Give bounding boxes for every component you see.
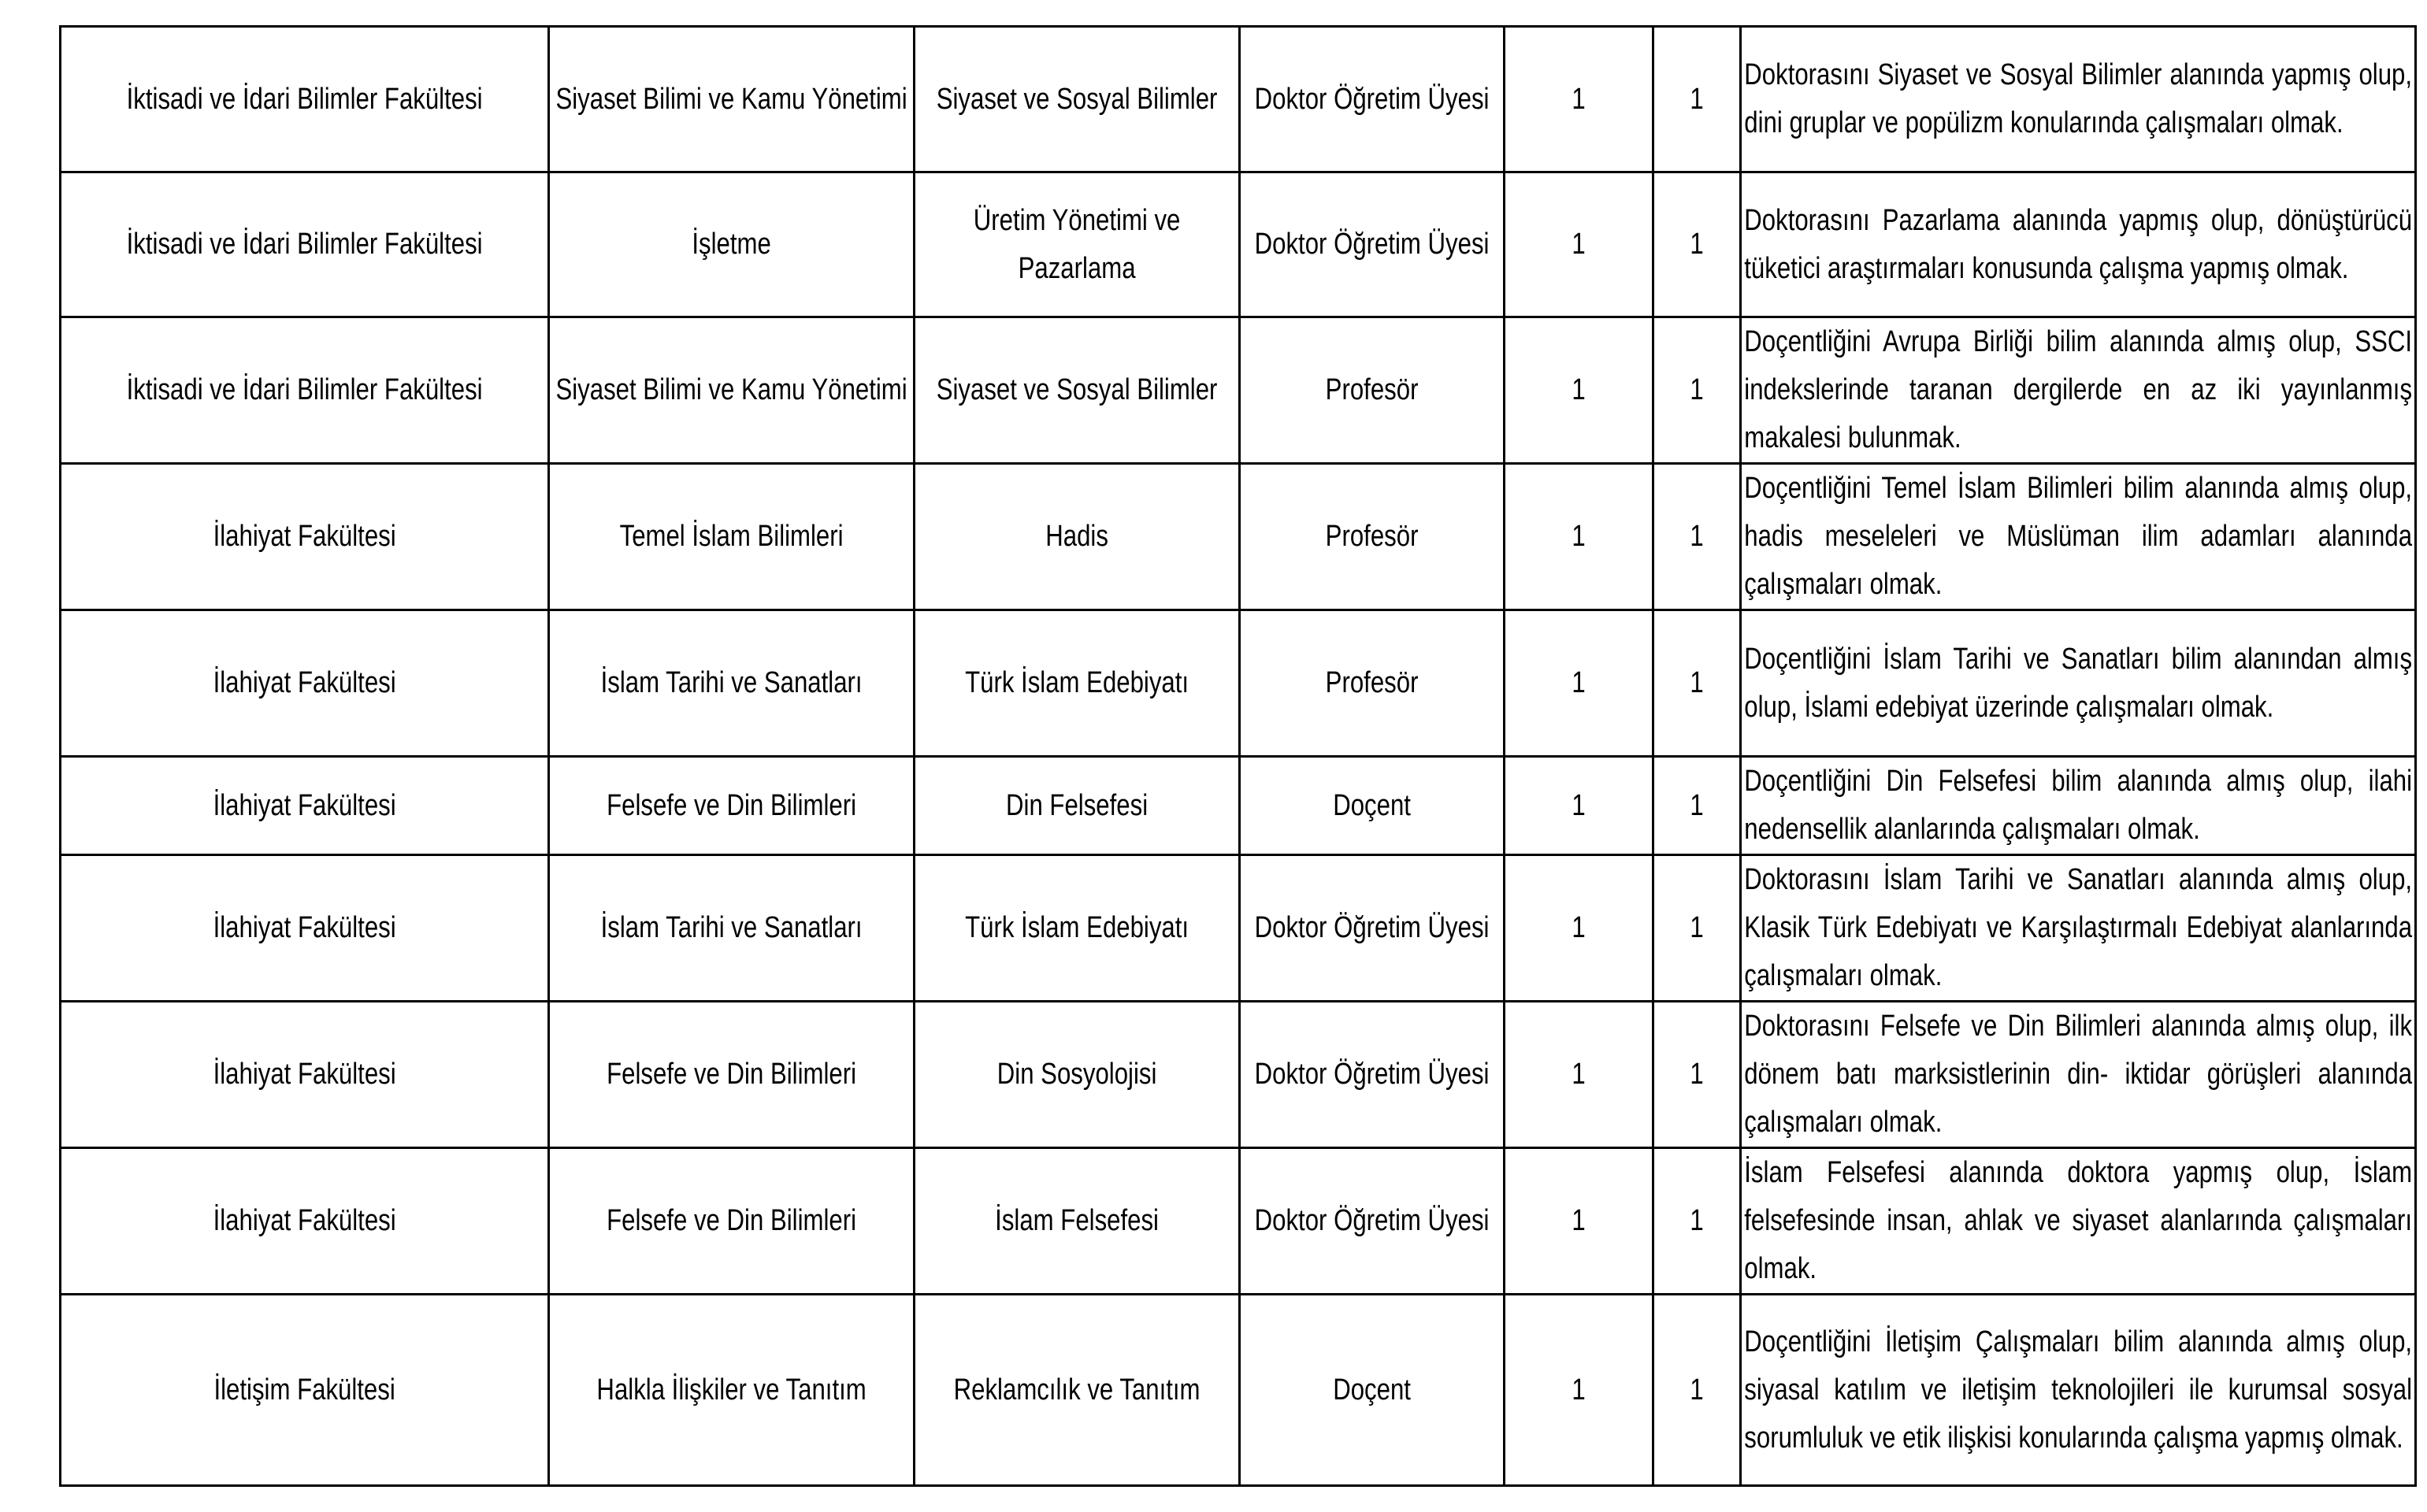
- requirement-cell-text: Doktorasını Pazarlama alanında yapmış olup, dönüştürücü tüketici araştırmaları konusunda çalışma yapmış olmak.: [1744, 203, 2413, 285]
- count-cell: [1653, 757, 1741, 855]
- table-row: [61, 757, 2416, 855]
- field-cell-text: Siyaset ve Sosyal Bilimler: [936, 82, 1218, 116]
- requirement-cell-text: Doçentliğini Avrupa Birliği bilim alanında almış olup, SSCI indekslerinde taranan dergilerde en az iki yayınlanmış makalesi bulunmak.: [1744, 325, 2413, 454]
- department-cell: [549, 1295, 915, 1486]
- count-cell-text: 1: [1572, 373, 1586, 406]
- count-cell-text: 1: [1690, 1058, 1704, 1091]
- department-cell-text: Halkla İlişkiler ve Tanıtım: [596, 1373, 867, 1406]
- field-cell-text: Din Sosyolojisi: [996, 1058, 1157, 1091]
- count-cell-text: 1: [1572, 788, 1586, 822]
- department-cell: [549, 317, 915, 464]
- faculty-cell-text: İlahiyat Fakültesi: [213, 1204, 396, 1237]
- faculty-cell: [61, 27, 549, 172]
- table-row: [61, 1148, 2416, 1295]
- table-row: [61, 27, 2416, 172]
- requirement-cell: [1741, 855, 2416, 1002]
- requirement-cell: [1741, 1002, 2416, 1148]
- faculty-cell-text: İlahiyat Fakültesi: [213, 788, 396, 822]
- count-cell: [1653, 464, 1741, 610]
- field-cell-text: Türk İslam Edebiyatı: [965, 666, 1189, 699]
- count-cell: [1653, 610, 1741, 757]
- table-row: [61, 610, 2416, 757]
- count-cell-text: 1: [1690, 373, 1704, 406]
- title-cell: [1240, 1295, 1505, 1486]
- count-cell-text: 1: [1572, 1204, 1586, 1237]
- department-cell: [549, 757, 915, 855]
- title-cell-text: Doktor Öğretim Üyesi: [1254, 228, 1490, 261]
- count-cell: [1505, 464, 1653, 610]
- requirement-cell-text: Doktorasını Felsefe ve Din Bilimleri alanında almış olup, ilk dönem batı marksistlerinin din- iktidar görüşleri alanında çalışmaları olmak.: [1744, 1010, 2413, 1139]
- count-cell: [1653, 317, 1741, 464]
- faculty-cell-text: İlahiyat Fakültesi: [213, 1058, 396, 1091]
- requirement-cell-text: Doçentliğini Din Felsefesi bilim alanında almış olup, ilahi nedensellik alanlarında çalışmaları olmak.: [1744, 765, 2413, 846]
- count-cell-text: 1: [1572, 1373, 1586, 1406]
- faculty-cell-text: İktisadi ve İdari Bilimler Fakültesi: [126, 373, 483, 406]
- title-cell-text: Doktor Öğretim Üyesi: [1254, 1204, 1490, 1237]
- count-cell-text: 1: [1690, 1204, 1704, 1237]
- faculty-cell: [61, 1148, 549, 1295]
- count-cell: [1653, 855, 1741, 1002]
- field-cell: [915, 757, 1240, 855]
- department-cell: [549, 855, 915, 1002]
- title-cell: [1240, 172, 1505, 317]
- count-cell: [1653, 1295, 1741, 1486]
- department-cell-text: İşletme: [692, 228, 771, 261]
- field-cell: [915, 1148, 1240, 1295]
- field-cell-text: Üretim Yönetimi ve Pazarlama: [973, 203, 1181, 285]
- department-cell-text: Siyaset Bilimi ve Kamu Yönetimi: [555, 82, 907, 116]
- department-cell-text: Temel İslam Bilimleri: [619, 520, 844, 553]
- count-cell-text: 1: [1572, 520, 1586, 553]
- field-cell: [915, 1002, 1240, 1148]
- requirement-cell-text: Doktorasını Siyaset ve Sosyal Bilimler alanında yapmış olup, dini gruplar ve popülizm konularında çalışmaları olmak.: [1744, 58, 2413, 139]
- title-cell: [1240, 1148, 1505, 1295]
- department-cell-text: Siyaset Bilimi ve Kamu Yönetimi: [555, 373, 907, 406]
- department-cell-text: Felsefe ve Din Bilimleri: [607, 1058, 857, 1091]
- field-cell-text: Siyaset ve Sosyal Bilimler: [936, 373, 1218, 406]
- title-cell: [1240, 757, 1505, 855]
- faculty-cell-text: İktisadi ve İdari Bilimler Fakültesi: [126, 82, 483, 116]
- faculty-cell: [61, 1002, 549, 1148]
- title-cell: [1240, 27, 1505, 172]
- title-cell: [1240, 855, 1505, 1002]
- requirement-cell-text: Doktorasını İslam Tarihi ve Sanatları alanında almış olup, Klasik Türk Edebiyatı ve Karşılaştırmalı Edebiyat alanlarında çalışmaları olmak.: [1744, 863, 2413, 992]
- department-cell: [549, 1002, 915, 1148]
- count-cell: [1653, 1002, 1741, 1148]
- field-cell: [915, 172, 1240, 317]
- count-cell: [1653, 27, 1741, 172]
- title-cell-text: Doktor Öğretim Üyesi: [1254, 1058, 1490, 1091]
- count-cell: [1505, 317, 1653, 464]
- field-cell-text: İslam Felsefesi: [995, 1204, 1159, 1237]
- count-cell: [1505, 610, 1653, 757]
- count-cell-text: 1: [1690, 788, 1704, 822]
- requirement-cell: [1741, 317, 2416, 464]
- faculty-cell: [61, 464, 549, 610]
- title-cell-text: Doçent: [1333, 788, 1411, 822]
- count-cell-text: 1: [1690, 666, 1704, 699]
- requirement-cell: [1741, 610, 2416, 757]
- field-cell: [915, 855, 1240, 1002]
- faculty-cell-text: İktisadi ve İdari Bilimler Fakültesi: [126, 228, 483, 261]
- faculty-cell: [61, 757, 549, 855]
- field-cell-text: Reklamcılık ve Tanıtım: [953, 1373, 1201, 1406]
- field-cell-text: Din Felsefesi: [1006, 788, 1149, 822]
- title-cell-text: Doktor Öğretim Üyesi: [1254, 82, 1490, 116]
- requirement-cell: [1741, 27, 2416, 172]
- title-cell-text: Profesör: [1325, 373, 1419, 406]
- faculty-cell-text: İlahiyat Fakültesi: [213, 666, 396, 699]
- faculty-cell: [61, 172, 549, 317]
- faculty-cell: [61, 610, 549, 757]
- count-cell-text: 1: [1690, 520, 1704, 553]
- department-cell-text: İslam Tarihi ve Sanatları: [600, 666, 863, 699]
- field-cell: [915, 27, 1240, 172]
- department-cell: [549, 27, 915, 172]
- department-cell: [549, 610, 915, 757]
- table-row: [61, 464, 2416, 610]
- count-cell-text: 1: [1690, 1373, 1704, 1406]
- count-cell-text: 1: [1572, 82, 1586, 116]
- title-cell-text: Profesör: [1325, 520, 1419, 553]
- requirement-cell: [1741, 1148, 2416, 1295]
- positions-table: [59, 25, 2417, 1487]
- requirement-cell-text: Doçentliğini Temel İslam Bilimleri bilim alanında almış olup, hadis meseleleri ve Müslüman ilim adamları alanında çalışmaları olmak.: [1744, 472, 2413, 601]
- count-cell: [1505, 172, 1653, 317]
- faculty-cell-text: İlahiyat Fakültesi: [213, 911, 396, 944]
- field-cell: [915, 610, 1240, 757]
- table-row: [61, 1295, 2416, 1486]
- table-row: [61, 1002, 2416, 1148]
- title-cell: [1240, 610, 1505, 757]
- count-cell-text: 1: [1690, 911, 1704, 944]
- department-cell-text: Felsefe ve Din Bilimleri: [607, 788, 857, 822]
- count-cell-text: 1: [1690, 82, 1704, 116]
- table-row: [61, 172, 2416, 317]
- requirement-cell-text: İslam Felsefesi alanında doktora yapmış olup, İslam felsefesinde insan, ahlak ve siyaset alanlarında çalışmaları olmak.: [1744, 1156, 2413, 1285]
- count-cell: [1653, 1148, 1741, 1295]
- count-cell: [1505, 1148, 1653, 1295]
- department-cell: [549, 1148, 915, 1295]
- department-cell: [549, 172, 915, 317]
- count-cell-text: 1: [1572, 666, 1586, 699]
- department-cell-text: Felsefe ve Din Bilimleri: [607, 1204, 857, 1237]
- title-cell: [1240, 317, 1505, 464]
- title-cell-text: Profesör: [1325, 666, 1419, 699]
- faculty-cell: [61, 855, 549, 1002]
- requirement-cell-text: Doçentliğini İslam Tarihi ve Sanatları bilim alanından almış olup, İslami edebiyat üzerinde çalışmaları olmak.: [1744, 642, 2413, 724]
- title-cell-text: Doçent: [1333, 1373, 1411, 1406]
- table-row: [61, 317, 2416, 464]
- count-cell: [1505, 855, 1653, 1002]
- field-cell: [915, 1295, 1240, 1486]
- requirement-cell: [1741, 172, 2416, 317]
- requirement-cell: [1741, 757, 2416, 855]
- count-cell: [1505, 1295, 1653, 1486]
- requirement-cell-text: Doçentliğini İletişim Çalışmaları bilim alanında almış olup, siyasal katılım ve iletişim teknolojileri ile kurumsal sosyal sorumluluk ve etik ilişkisi konularında çalışma yapmış olmak.: [1744, 1325, 2413, 1455]
- title-cell: [1240, 464, 1505, 610]
- requirement-cell: [1741, 1295, 2416, 1486]
- field-cell-text: Hadis: [1045, 520, 1108, 553]
- department-cell: [549, 464, 915, 610]
- faculty-cell-text: İletişim Fakültesi: [213, 1373, 395, 1406]
- count-cell: [1505, 757, 1653, 855]
- department-cell-text: İslam Tarihi ve Sanatları: [600, 911, 863, 944]
- count-cell-text: 1: [1572, 1058, 1586, 1091]
- count-cell: [1653, 172, 1741, 317]
- field-cell: [915, 317, 1240, 464]
- title-cell-text: Doktor Öğretim Üyesi: [1254, 911, 1490, 944]
- requirement-cell: [1741, 464, 2416, 610]
- count-cell: [1505, 1002, 1653, 1148]
- count-cell-text: 1: [1572, 228, 1586, 261]
- count-cell-text: 1: [1690, 228, 1704, 261]
- faculty-cell-text: İlahiyat Fakültesi: [213, 520, 396, 553]
- faculty-cell: [61, 1295, 549, 1486]
- title-cell: [1240, 1002, 1505, 1148]
- count-cell-text: 1: [1572, 911, 1586, 944]
- field-cell-text: Türk İslam Edebiyatı: [965, 911, 1189, 944]
- faculty-cell: [61, 317, 549, 464]
- table-row: [61, 855, 2416, 1002]
- count-cell: [1505, 27, 1653, 172]
- field-cell: [915, 464, 1240, 610]
